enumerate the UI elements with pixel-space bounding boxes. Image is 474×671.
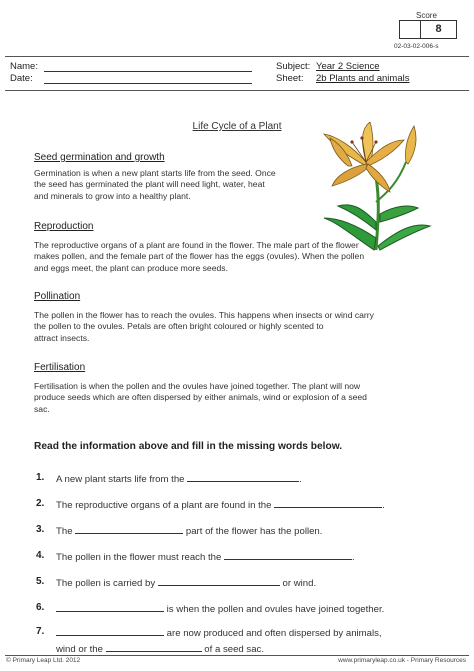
question-text: The [56,526,73,537]
answer-blank-3[interactable] [75,524,183,534]
score-blank-cell [400,21,421,38]
question-3 [56,524,322,537]
section-text-pollination [34,310,374,344]
score-value: 8 [435,23,442,35]
question-text: . [299,474,302,485]
text-line: attract insects. [34,332,90,343]
header-bottom-rule [5,90,469,91]
name-field[interactable] [44,71,252,72]
date-label: Date: [10,73,33,84]
text-line: sac. [34,403,50,414]
question-text: The pollen in the flower must reach the [56,552,222,563]
text-line: and minerals to grow into a healthy plant. [34,190,191,201]
question-number: 7. [36,626,45,637]
text-line: Fertilisation is when the pollen and the ovules have joined together. The plant will now [34,381,361,391]
section-heading-fertilisation: Fertilisation [34,362,86,373]
question-number: 6. [36,602,45,613]
name-label: Name: [10,61,38,72]
score-box [399,20,457,39]
section-text-fertilisation [34,381,367,415]
text-line: The pollen in the flower has to reach the ovules. This happens when insects or wind carry [34,310,374,320]
date-field[interactable] [44,83,252,84]
text-line: Germination is when a new plant starts life from the seed. Once [34,168,276,178]
answer-blank-4[interactable] [224,550,352,560]
worksheet-title: Life Cycle of a Plant [192,121,282,132]
question-number: 2. [36,498,45,509]
question-6 [56,602,384,615]
question-5 [56,576,316,589]
question-text: or wind. [282,578,317,589]
sheet-label: Sheet: [276,73,304,84]
text-line: the seed has germinated the plant will need light, water, heat [34,179,265,190]
answer-blank-7a[interactable] [56,626,164,636]
question-4 [56,550,355,563]
question-number: 5. [36,576,45,587]
question-text: are now produced and often dispersed by animals, [166,628,382,639]
text-line: The reproductive organs of a plant are found in the flower. The male part of the flower [34,240,359,250]
question-number: 4. [36,550,45,561]
question-text: . [352,552,355,563]
exercise-instruction: Read the information above and fill in the missing words below. [34,441,343,452]
question-text: is when the pollen and ovules have joined together. [166,604,385,615]
score-label: Score [416,11,437,20]
answer-blank-2[interactable] [274,498,382,508]
question-text: The pollen is carried by [56,578,156,589]
worksheet-code: 02-03-02-006-s [394,43,439,50]
lily-flower-icon [318,122,434,252]
question-number: 3. [36,524,45,535]
answer-blank-7b[interactable] [106,642,202,652]
question-number: 1. [36,472,45,483]
text-line: produce seeds which are often dispersed by either animals, wind or explosion of a seed [34,392,367,403]
question-7 [56,626,382,639]
question-text: . [382,500,385,511]
question-text: wind or the [56,644,103,655]
question-1 [56,472,302,485]
section-heading-pollination: Pollination [34,291,81,302]
question-7-line-2 [56,642,264,655]
question-text: A new plant starts life from the [56,474,185,485]
answer-blank-1[interactable] [187,472,299,482]
subject-value: Year 2 Science [316,61,380,72]
footer-rule [5,655,469,656]
text-line: and eggs meet, the plant can produce more seeds. [34,262,228,273]
sheet-value: 2b Plants and animals [316,73,410,84]
question-text: of a seed sac. [204,644,265,655]
section-heading-germination: Seed germination and growth [34,152,165,163]
question-2 [56,498,385,511]
section-text-reproduction [34,240,364,274]
question-text: part of the flower has the pollen. [185,526,323,537]
header-top-rule [5,56,469,57]
answer-blank-5[interactable] [158,576,280,586]
section-text-germination [34,168,276,202]
text-line: the pollen to the ovules. Petals are often bright coloured or highly scented to [34,321,324,332]
subject-label: Subject: [276,61,311,72]
text-line: makes pollen, and the female part of the flower has the eggs (ovules). When the pollen [34,251,365,262]
footer-copyright: © Primary Leap Ltd. 2012 [6,657,81,664]
answer-blank-6[interactable] [56,602,164,612]
question-text: The reproductive organs of a plant are found in the [56,500,272,511]
footer-website: www.primaryleap.co.uk - Primary Resources [338,657,466,664]
section-heading-reproduction: Reproduction [34,221,94,232]
